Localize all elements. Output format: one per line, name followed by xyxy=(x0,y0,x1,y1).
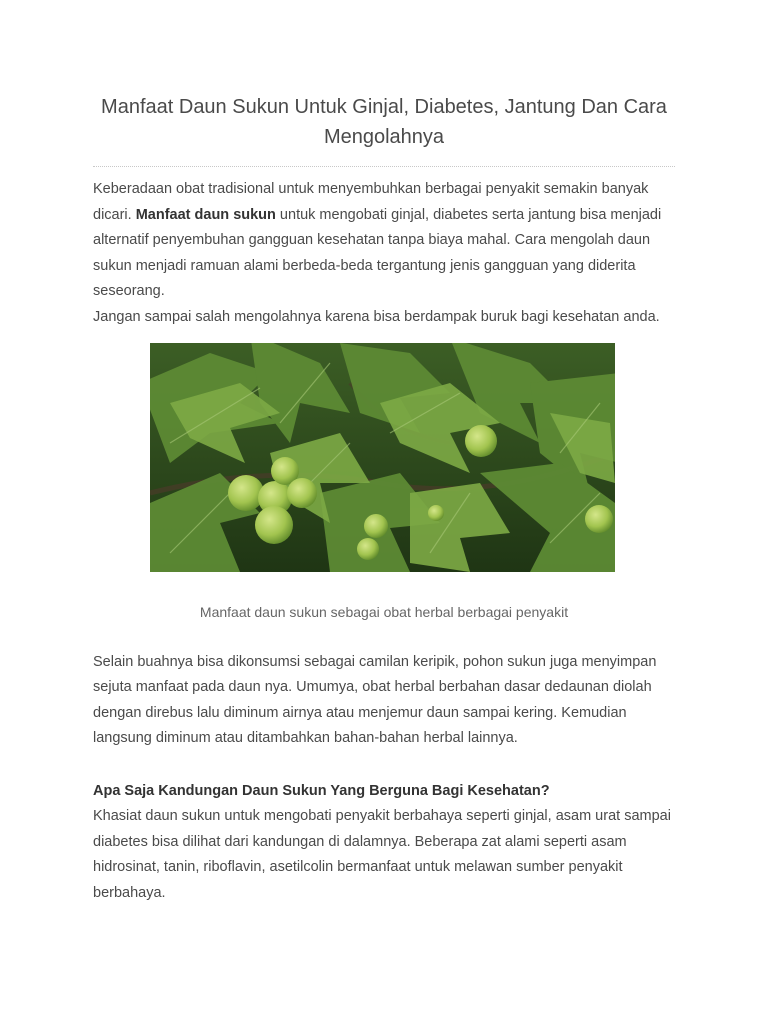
title-divider xyxy=(93,166,675,167)
intro-paragraph xyxy=(93,177,675,331)
article xyxy=(93,92,675,906)
image-caption: Manfaat daun sukun sebagai obat herbal berbagai penyakit xyxy=(199,603,569,620)
article-title: Manfaat Daun Sukun Untuk Ginjal, Diabetes, Jantung Dan Cara Mengolahnya xyxy=(101,96,667,148)
body-paragraph-2: Selain buahnya bisa dikonsumsi sebagai camilan keripik, pohon sukun juga menyimpan sejuta manfaat pada daun nya. Umumya, obat herbal berbahan dasar dedaunan diolah dengan direbus lalu diminum airnya atau menjemur daun sampai kering. Kemudian langsung diminum atau ditambahkan bahan-bahan herbal lainnya. xyxy=(93,653,657,747)
intro-bold-keyword: Manfaat daun sukun xyxy=(135,206,276,223)
intro-text-start: Keberadaan obat tradisional untuk menyembuhkan berbagai penyakit semakin banyak dicari. xyxy=(93,181,649,223)
breadfruit-tree-image xyxy=(150,343,615,572)
section-heading: Apa Saja Kandungan Daun Sukun Yang Berguna Bagi Kesehatan? xyxy=(93,782,550,799)
breadfruit-illustration xyxy=(150,343,615,572)
intro-text-end: untuk mengobati ginjal, diabetes serta jantung bisa menjadi alternatif penyembuhan gangguan kesehatan tanpa biaya mahal. Cara mengolah daun sukun menjadi ramuan alami berbeda-beda tergantung jenis gangguan yang diderita seseorang. xyxy=(93,206,662,300)
body-paragraph-3: Khasiat daun sukun untuk mengobati penyakit berbahaya seperti ginjal, asam urat sampai diabetes bisa dilihat dari kandungan di dalamnya. Beberapa zat alami seperti asam hidrosinat, tanin, riboflavin, asetilcolin bermanfaat untuk melawan sumber penyakit berbahaya. xyxy=(93,807,671,901)
intro-warning-text: Jangan sampai salah mengolahnya karena bisa berdampak buruk bagi kesehatan anda. xyxy=(93,308,660,325)
